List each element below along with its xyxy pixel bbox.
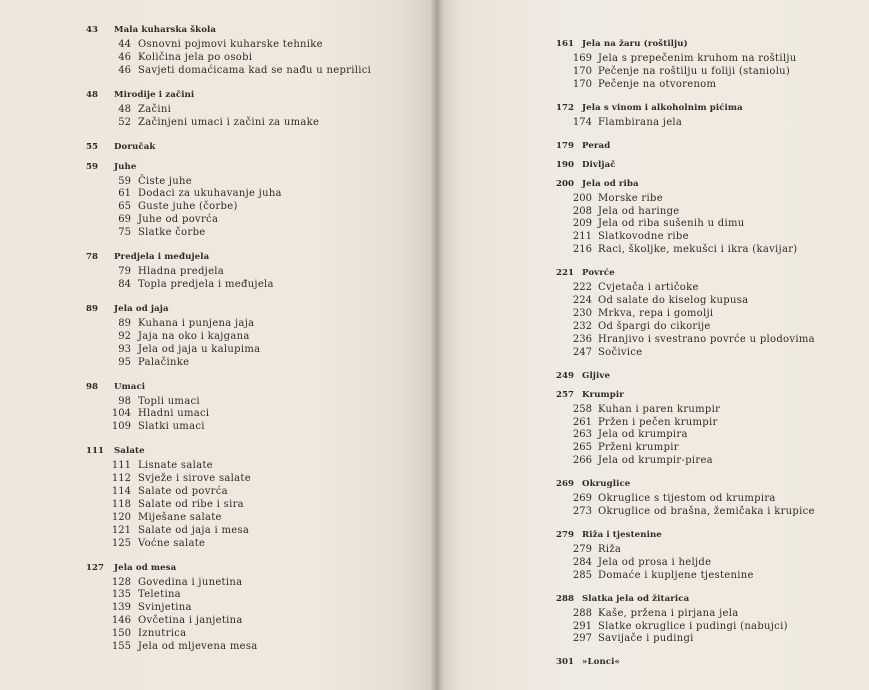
subsection-page-number: 95	[118, 356, 131, 368]
section-heading	[556, 592, 861, 606]
section-title: Doručak	[114, 141, 156, 152]
toc-section	[556, 592, 861, 647]
subsection-entry	[556, 557, 861, 570]
subsection-entry	[556, 244, 861, 257]
section-heading	[556, 477, 861, 491]
subsection-list	[556, 193, 861, 258]
subsection-title: Mrkva, repa i gomolji	[598, 307, 714, 319]
subsection-entry	[86, 602, 426, 615]
section-title: Salate	[114, 446, 145, 457]
subsection-title: Okruglice s tijestom od krumpira	[598, 493, 776, 505]
subsection-page-number: 44	[118, 39, 131, 50]
section-page-number: 179	[556, 140, 574, 151]
subsection-title: Salate od povrća	[138, 486, 228, 498]
section-title: Jela s vinom i alkoholnim pićima	[582, 102, 743, 113]
subsection-entry	[86, 421, 426, 434]
subsection-page-number: 169	[572, 53, 592, 64]
subsection-page-number: 247	[572, 346, 592, 358]
subsection-entry	[86, 52, 426, 65]
section-heading	[556, 177, 861, 191]
subsection-page-number: 46	[118, 64, 131, 76]
subsection-title: Začini	[138, 103, 172, 115]
subsection-entry	[86, 176, 426, 189]
subsection-entry	[86, 65, 426, 78]
subsection-page-number: 111	[111, 460, 131, 472]
subsection-page-number: 236	[572, 333, 592, 345]
subsection-page-number: 139	[111, 602, 131, 614]
subsection-title: Sočivice	[598, 346, 643, 358]
section-page-number: 190	[556, 159, 574, 170]
subsection-entry	[556, 570, 861, 583]
subsection-list	[556, 282, 861, 359]
subsection-entry	[86, 473, 426, 486]
subsection-entry	[556, 53, 861, 66]
toc-section	[556, 139, 861, 153]
subsection-entry	[86, 39, 426, 52]
subsection-page-number: 230	[572, 307, 592, 319]
subsection-title: Iznutrica	[138, 628, 187, 640]
subsection-entry	[556, 404, 861, 417]
subsection-page-number: 89	[118, 317, 131, 329]
subsection-entry	[86, 641, 426, 654]
subsection-title: Teletina	[138, 589, 181, 601]
section-title: Mala kuharska škola	[114, 25, 217, 35]
toc-section	[556, 528, 861, 583]
subsection-page-number: 209	[572, 218, 592, 230]
section-heading	[86, 250, 426, 264]
subsection-entry	[556, 295, 861, 308]
subsection-page-number: 150	[111, 628, 131, 640]
subsection-page-number: 200	[572, 192, 592, 204]
section-title: »Lonci«	[582, 657, 620, 668]
subsection-page-number: 125	[111, 537, 131, 549]
subsection-title: Hranjivo i svestrano povrće u plodovima	[598, 333, 815, 345]
subsection-list	[556, 608, 861, 647]
section-page-number: 89	[86, 303, 98, 314]
toc-section	[556, 37, 861, 92]
subsection-entry	[556, 442, 861, 455]
subsection-title: Pržen i pečen krumpir	[598, 416, 718, 428]
subsection-page-number: 291	[572, 620, 592, 632]
subsection-list	[86, 396, 426, 435]
section-page-number: 288	[556, 593, 574, 604]
subsection-entry	[86, 460, 426, 473]
subsection-list	[86, 39, 426, 78]
subsection-entry	[86, 357, 426, 370]
subsection-title: Začinjeni umaci i začini za umake	[138, 116, 320, 128]
subsection-title: Od salate do kiselog kupusa	[598, 295, 749, 307]
section-page-number: 55	[86, 141, 98, 152]
subsection-page-number: 288	[572, 607, 592, 619]
book-gutter	[430, 0, 444, 690]
subsection-title: Prženi krumpir	[598, 442, 679, 454]
toc-left-column	[86, 23, 426, 654]
subsection-title: Hladna predjela	[138, 266, 225, 278]
section-page-number: 172	[556, 102, 574, 113]
subsection-list	[86, 104, 426, 130]
section-title: Krumpir	[582, 389, 624, 400]
subsection-title: Riža	[598, 543, 622, 555]
subsection-title: Hladni umaci	[138, 408, 210, 420]
subsection-entry	[556, 231, 861, 244]
section-title: Jela od jaja	[114, 303, 169, 314]
section-page-number: 221	[556, 268, 574, 279]
subsection-entry	[86, 279, 426, 292]
subsection-entry	[556, 493, 861, 506]
section-heading	[556, 266, 861, 280]
subsection-title: Od špargi do cikorije	[598, 320, 711, 332]
subsection-page-number: 135	[111, 589, 131, 601]
section-page-number: 161	[556, 39, 574, 49]
section-heading	[86, 88, 426, 102]
subsection-title: Osnovni pojmovi kuharske tehnike	[138, 39, 323, 50]
subsection-entry	[556, 608, 861, 621]
subsection-entry	[86, 104, 426, 117]
subsection-entry	[556, 621, 861, 634]
subsection-entry	[556, 633, 861, 646]
subsection-entry	[86, 266, 426, 279]
toc-section	[556, 266, 861, 359]
subsection-page-number: 266	[572, 455, 592, 467]
subsection-title: Svinjetina	[138, 602, 192, 614]
section-heading	[556, 655, 861, 669]
subsection-page-number: 211	[572, 231, 592, 243]
section-heading	[86, 160, 426, 174]
subsection-page-number: 273	[572, 506, 592, 518]
toc-section	[556, 158, 861, 172]
subsection-title: Flambirana jela	[598, 116, 683, 128]
subsection-page-number: 208	[572, 205, 592, 217]
subsection-list	[86, 460, 426, 550]
subsection-title: Guste juhe (čorbe)	[138, 201, 238, 213]
subsection-page-number: 170	[572, 78, 592, 90]
subsection-entry	[86, 117, 426, 130]
subsection-title: Jela od krumpir-pirea	[598, 455, 713, 467]
subsection-title: Topla predjela i međujela	[138, 278, 274, 290]
section-heading	[86, 380, 426, 394]
subsection-entry	[86, 525, 426, 538]
subsection-entry	[556, 79, 861, 92]
subsection-title: Svježe i sirove salate	[138, 473, 251, 485]
subsection-page-number: 52	[118, 116, 131, 128]
section-page-number: 111	[86, 446, 104, 457]
section-heading	[556, 139, 861, 153]
subsection-entry	[556, 347, 861, 360]
subsection-title: Kaše, pržena i pirjana jela	[598, 607, 739, 619]
right-page	[436, 0, 869, 690]
section-heading	[556, 37, 861, 51]
section-title: Perad	[582, 140, 611, 151]
subsection-page-number: 285	[572, 569, 592, 581]
subsection-entry	[86, 318, 426, 331]
subsection-title: Morske ribe	[598, 192, 663, 204]
subsection-page-number: 232	[572, 320, 592, 332]
subsection-list	[86, 266, 426, 292]
section-page-number: 127	[86, 562, 104, 573]
subsection-page-number: 155	[111, 641, 131, 653]
toc-section	[556, 369, 861, 383]
subsection-entry	[86, 344, 426, 357]
subsection-entry	[86, 331, 426, 344]
subsection-title: Jaja na oko i kajgana	[138, 330, 250, 342]
subsection-list	[556, 544, 861, 583]
subsection-entry	[86, 615, 426, 628]
subsection-entry	[556, 206, 861, 219]
subsection-entry	[86, 396, 426, 409]
section-title: Jela od mesa	[114, 562, 177, 573]
section-page-number: 59	[86, 161, 98, 172]
subsection-title: Pečenje na roštilju u foliji (staniolu)	[598, 65, 791, 77]
subsection-title: Okruglice od brašna, žemičaka i krupice	[598, 506, 815, 518]
subsection-title: Savijače i pudingi	[598, 633, 694, 645]
subsection-title: Raci, školjke, mekušci i ikra (kavijar)	[598, 244, 798, 256]
subsection-title: Količina jela po osobi	[138, 51, 253, 63]
subsection-title: Pečenje na otvorenom	[598, 78, 717, 90]
subsection-entry	[556, 455, 861, 468]
toc-section	[86, 250, 426, 292]
subsection-title: Salate od ribe i sira	[138, 498, 244, 510]
section-page-number: 98	[86, 381, 98, 392]
section-page-number: 269	[556, 479, 574, 490]
subsection-entry	[86, 408, 426, 421]
subsection-entry	[86, 512, 426, 525]
subsection-title: Savjeti domaćicama kad se nađu u neprilici	[138, 64, 372, 76]
toc-section	[86, 160, 426, 241]
subsection-title: Jela s prepečenim kruhom na roštilju	[598, 53, 797, 64]
subsection-page-number: 84	[118, 278, 131, 290]
subsection-title: Jela od riba sušenih u dimu	[598, 218, 745, 230]
toc-section	[556, 655, 861, 669]
subsection-title: Jela od krumpira	[598, 429, 688, 441]
subsection-page-number: 61	[118, 188, 131, 200]
section-title: Mirodije i začini	[114, 89, 195, 100]
subsection-page-number: 297	[572, 633, 592, 645]
toc-section	[86, 23, 426, 78]
subsection-page-number: 46	[118, 51, 131, 63]
subsection-entry	[556, 429, 861, 442]
subsection-title: Slatke čorbe	[138, 227, 206, 239]
subsection-list	[556, 117, 861, 130]
subsection-entry	[86, 486, 426, 499]
subsection-list	[556, 53, 861, 92]
toc-section	[556, 177, 861, 258]
section-heading	[86, 23, 426, 37]
subsection-page-number: 146	[111, 615, 131, 627]
section-heading	[86, 302, 426, 316]
subsection-page-number: 279	[572, 543, 592, 555]
subsection-page-number: 114	[111, 486, 131, 498]
section-heading	[86, 444, 426, 458]
toc-section	[86, 444, 426, 550]
subsection-title: Jela od prosa i heljde	[598, 556, 712, 568]
section-heading	[556, 528, 861, 542]
subsection-entry	[86, 227, 426, 240]
section-title: Slatka jela od žitarica	[582, 593, 690, 604]
subsection-page-number: 112	[111, 473, 131, 485]
toc-section	[86, 88, 426, 130]
subsection-page-number: 104	[111, 408, 131, 420]
section-title: Jela od riba	[582, 178, 639, 189]
toc-section	[556, 388, 861, 469]
subsection-page-number: 118	[111, 498, 131, 510]
subsection-list	[86, 318, 426, 370]
section-page-number: 257	[556, 389, 574, 400]
subsection-page-number: 258	[572, 403, 592, 415]
section-page-number: 43	[86, 25, 98, 35]
subsection-page-number: 224	[572, 295, 592, 307]
subsection-entry	[86, 188, 426, 201]
toc-right-column	[556, 37, 861, 669]
subsection-entry	[556, 334, 861, 347]
subsection-entry	[556, 218, 861, 231]
section-title: Okruglice	[582, 479, 631, 490]
subsection-title: Salate od jaja i mesa	[138, 524, 250, 536]
subsection-title: Lisnate salate	[138, 460, 213, 472]
subsection-list	[556, 493, 861, 519]
section-title: Gljive	[582, 370, 611, 381]
subsection-title: Palačinke	[138, 356, 190, 368]
subsection-title: Kuhan i paren krumpir	[598, 403, 721, 415]
subsection-page-number: 98	[118, 395, 131, 407]
subsection-page-number: 170	[572, 65, 592, 77]
toc-section	[556, 101, 861, 130]
subsection-title: Domaće i kupljene tjestenine	[598, 569, 754, 581]
subsection-title: Jela od jaja u kalupima	[138, 343, 261, 355]
subsection-entry	[556, 282, 861, 295]
subsection-page-number: 174	[572, 116, 592, 128]
subsection-entry	[86, 499, 426, 512]
subsection-page-number: 121	[111, 524, 131, 536]
subsection-page-number: 216	[572, 244, 592, 256]
subsection-title: Voćne salate	[138, 537, 206, 549]
subsection-list	[86, 176, 426, 241]
subsection-title: Miješane salate	[138, 511, 222, 523]
subsection-page-number: 69	[118, 214, 131, 226]
subsection-title: Jela od haringe	[598, 205, 680, 217]
subsection-page-number: 269	[572, 493, 592, 505]
subsection-title: Juhe od povrća	[138, 214, 219, 226]
subsection-title: Jela od mljevena mesa	[138, 641, 258, 653]
section-heading	[86, 140, 426, 154]
section-heading	[86, 561, 426, 575]
section-heading	[556, 369, 861, 383]
subsection-entry	[86, 577, 426, 590]
toc-section	[86, 380, 426, 435]
subsection-page-number: 93	[118, 343, 131, 355]
subsection-page-number: 128	[111, 576, 131, 588]
subsection-page-number: 65	[118, 201, 131, 213]
subsection-title: Dodaci za ukuhavanje juha	[138, 188, 282, 200]
section-heading	[556, 388, 861, 402]
subsection-title: Topli umaci	[138, 395, 200, 407]
subsection-page-number: 265	[572, 442, 592, 454]
subsection-title: Cvjetača i artičoke	[598, 282, 699, 294]
section-title: Jela na žaru (roštilju)	[582, 39, 688, 49]
subsection-page-number: 79	[118, 266, 131, 278]
section-heading	[556, 101, 861, 115]
subsection-entry	[556, 193, 861, 206]
subsection-page-number: 109	[111, 421, 131, 433]
toc-section	[86, 140, 426, 154]
section-page-number: 78	[86, 252, 98, 263]
subsection-title: Kuhana i punjena jaja	[138, 317, 255, 329]
subsection-entry	[86, 214, 426, 227]
subsection-page-number: 284	[572, 556, 592, 568]
subsection-entry	[556, 417, 861, 430]
section-page-number: 279	[556, 529, 574, 540]
section-page-number: 200	[556, 178, 574, 189]
section-title: Povrće	[582, 268, 615, 279]
section-page-number: 48	[86, 89, 98, 100]
section-title: Predjela i međujela	[114, 252, 210, 263]
subsection-entry	[556, 321, 861, 334]
subsection-page-number: 59	[118, 175, 131, 187]
section-page-number: 249	[556, 370, 574, 381]
subsection-page-number: 263	[572, 429, 592, 441]
subsection-page-number: 261	[572, 416, 592, 428]
subsection-title: Ovčetina i janjetina	[138, 615, 243, 627]
subsection-entry	[86, 589, 426, 602]
subsection-entry	[556, 308, 861, 321]
subsection-entry	[556, 544, 861, 557]
subsection-title: Slatke okruglice i pudingi (nabujci)	[598, 620, 788, 632]
subsection-title: Slatki umaci	[138, 421, 205, 433]
toc-section	[86, 561, 426, 654]
subsection-title: Čiste juhe	[138, 175, 192, 187]
toc-section	[86, 302, 426, 370]
subsection-entry	[556, 66, 861, 79]
subsection-list	[86, 577, 426, 654]
subsection-page-number: 92	[118, 330, 131, 342]
toc-section	[556, 477, 861, 519]
subsection-entry	[556, 117, 861, 130]
subsection-page-number: 48	[118, 103, 131, 115]
subsection-page-number: 120	[111, 511, 131, 523]
subsection-title: Govedina i junetina	[138, 576, 243, 588]
section-heading	[556, 158, 861, 172]
section-title: Divljač	[582, 159, 616, 170]
subsection-title: Slatkovodne ribe	[598, 231, 689, 243]
section-title: Umaci	[114, 381, 146, 392]
subsection-entry	[86, 538, 426, 551]
subsection-page-number: 75	[118, 227, 131, 239]
subsection-entry	[86, 628, 426, 641]
subsection-list	[556, 404, 861, 469]
subsection-entry	[556, 506, 861, 519]
subsection-entry	[86, 201, 426, 214]
section-title: Juhe	[114, 161, 137, 172]
subsection-page-number: 222	[572, 282, 592, 294]
section-title: Riža i tjestenine	[582, 529, 662, 540]
section-page-number: 301	[556, 657, 574, 668]
